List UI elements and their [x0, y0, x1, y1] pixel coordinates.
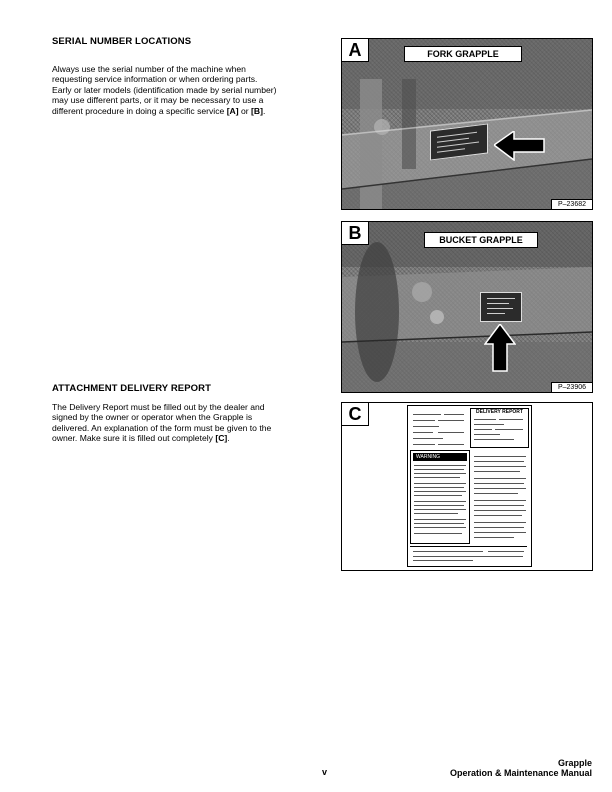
page-number: v [322, 767, 328, 777]
figure-c-delivery-report [341, 402, 593, 571]
fork-grapple-photo-shapes [342, 39, 592, 209]
delivery-line: owner. Make sure it is filled out completely [52, 433, 216, 444]
photo-code-a: P–23682 [551, 199, 592, 209]
serial-line: different procedure in doing a specific service [52, 105, 227, 116]
warning-section [410, 450, 470, 544]
bucket-grapple-label: BUCKET GRAPPLE [424, 232, 538, 248]
ref-c: [C] [215, 433, 228, 444]
ref-b: [B] [251, 105, 263, 116]
arrow-left-icon [494, 131, 546, 161]
delivery-line: The Delivery Report must be filled out by the dealer and [52, 402, 265, 412]
period: . [227, 433, 230, 444]
serial-plate [480, 292, 522, 322]
figure-a-fork-grapple [341, 38, 593, 210]
delivery-line: delivered. An explanation of the form must be given to the [52, 422, 272, 433]
serial-line: Always use the serial number of the machine when [52, 64, 246, 74]
ref-or: or [238, 105, 252, 116]
signature-area [410, 546, 527, 563]
footer-product: Grapple [557, 758, 592, 768]
arrow-up-icon [484, 324, 516, 372]
serial-number-body [52, 64, 309, 116]
period: . [262, 105, 266, 116]
serial-number-heading: SERIAL NUMBER LOCATIONS [52, 36, 192, 47]
serial-line: Early or later models (identification made by serial number) [52, 84, 277, 95]
delivery-report-heading: ATTACHMENT DELIVERY REPORT [52, 383, 212, 394]
fork-grapple-label: FORK GRAPPLE [404, 46, 522, 62]
fork-grapple-photo [342, 39, 592, 209]
warning-label: WARNING [413, 453, 467, 461]
form-header-box [470, 408, 529, 448]
figure-letter-a: A [342, 39, 369, 62]
serial-line: requesting service information or when ordering parts. [52, 74, 258, 85]
figure-b-bucket-grapple [341, 221, 593, 393]
serial-line: may use different parts, or it may be necessary to use a [52, 95, 264, 106]
delivery-report-form [407, 405, 532, 567]
figure-letter-c: C [342, 403, 369, 426]
figure-letter-b: B [342, 222, 369, 245]
photo-code-b: P–23906 [551, 382, 592, 392]
footer-manual-title: Operation & Maintenance Manual [449, 768, 592, 778]
delivery-report-title: DELIVERY REPORT [476, 409, 523, 415]
delivery-line: signed by the owner or operator when the Grapple is [52, 412, 253, 423]
delivery-report-body [52, 402, 309, 444]
ref-a: [A] [226, 105, 239, 116]
